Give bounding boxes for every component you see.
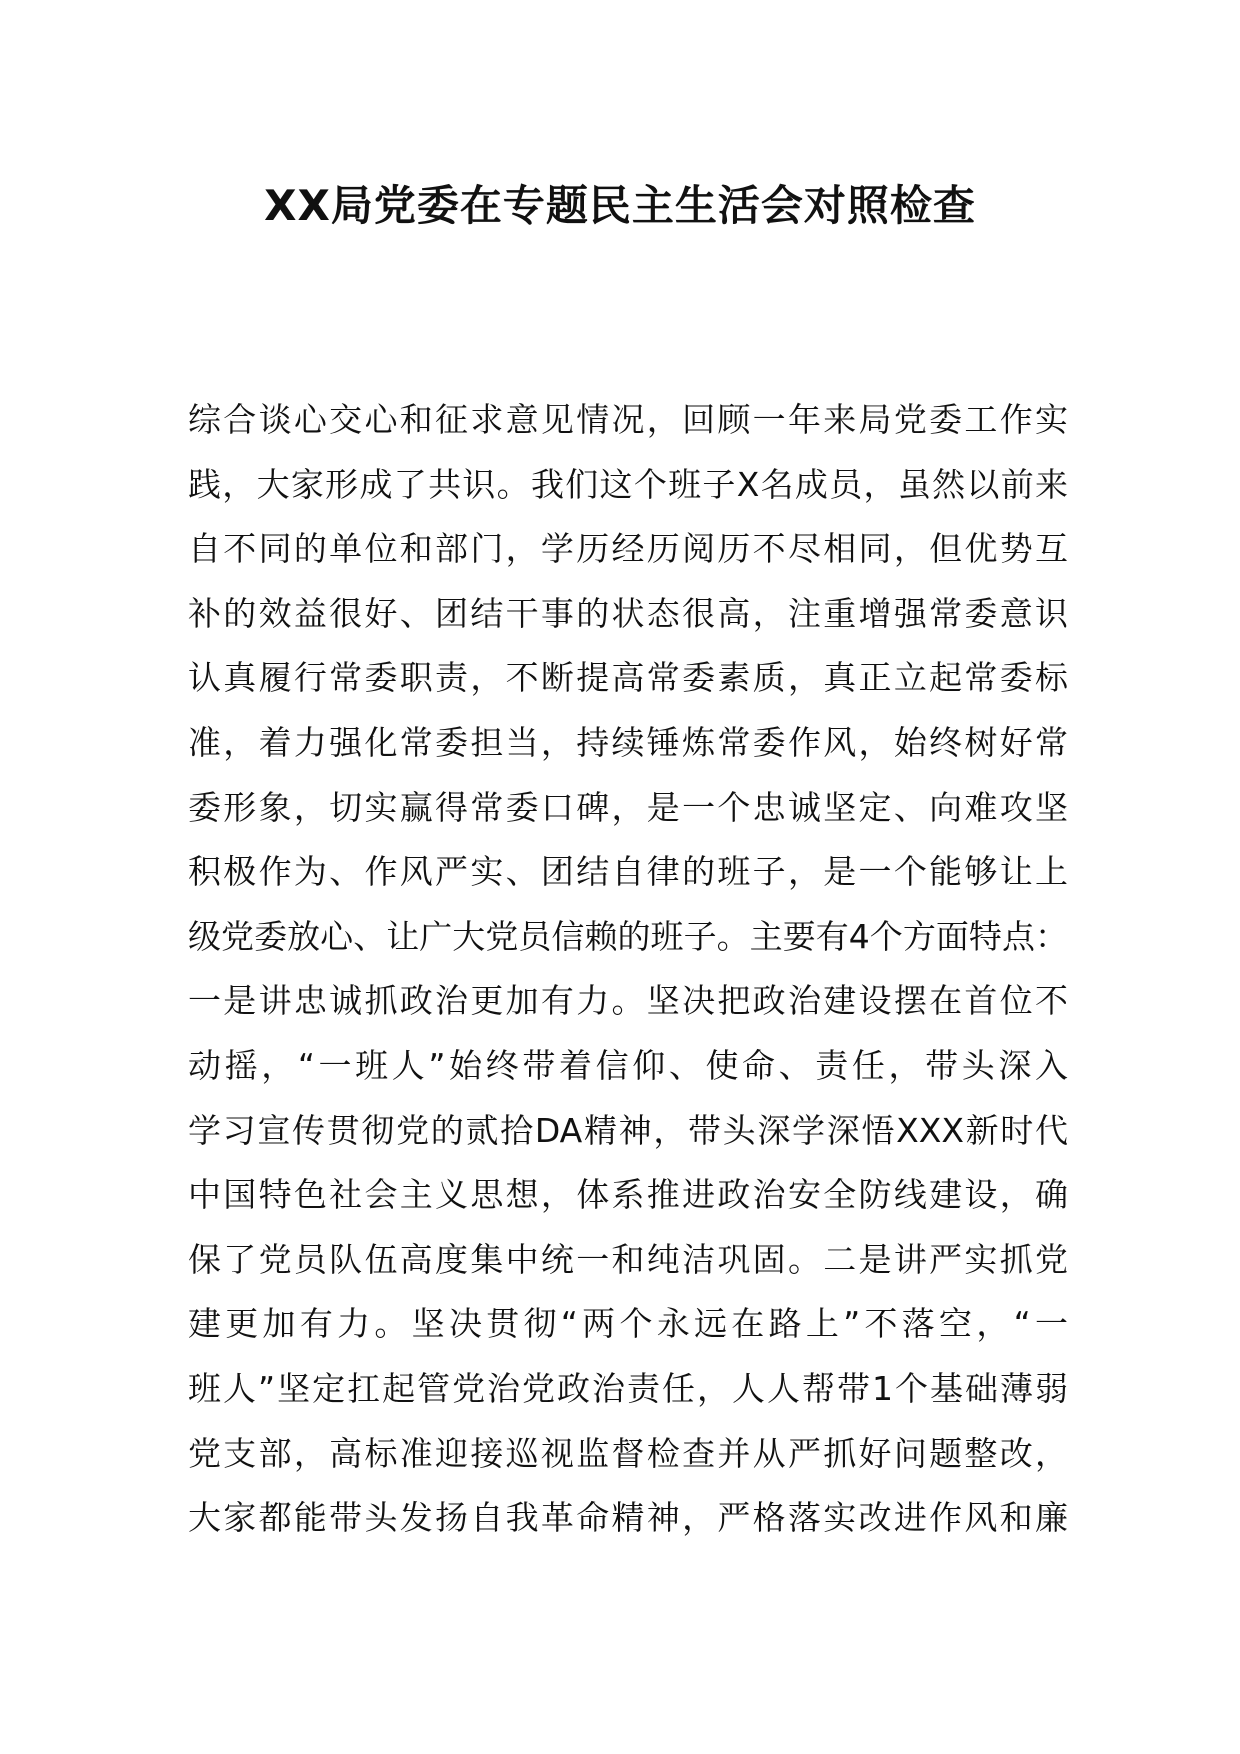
body-line: 委形象，切实赢得常委口碑，是一个忠诚坚定、向难攻坚 (188, 787, 1068, 827)
body-line: 保了党员队伍高度集中统一和纯洁巩固。二是讲严实抓党 (188, 1239, 1068, 1279)
body-line: 大家都能带头发扬自我革命精神，严格落实改进作风和廉 (188, 1498, 1068, 1538)
body-line: 班人”坚定扛起管党治党政治责任，人人帮带1个基础薄弱 (188, 1368, 1068, 1408)
body-line: 学习宣传贯彻党的贰拾DA精神，带头深学深悟XXX新时代 (188, 1110, 1068, 1150)
body-line: 建更加有力。坚决贯彻“两个永远在路上”不落空，“一 (188, 1304, 1068, 1344)
body-line: 级党委放心、让广大党员信赖的班子。主要有4个方面特点： (188, 916, 1068, 956)
body-line: 补的效益很好、团结干事的状态很高，注重增强常委意识 (188, 593, 1068, 633)
body-line: 自不同的单位和部门，学历经历阅历不尽相同，但优势互 (188, 529, 1068, 569)
body-line: 一是讲忠诚抓政治更加有力。坚决把政治建设摆在首位不 (188, 981, 1068, 1021)
body-line: 准，着力强化常委担当，持续锤炼常委作风，始终树好常 (188, 722, 1068, 762)
body-line: 认真履行常委职责，不断提高常委素质，真正立起常委标 (188, 658, 1068, 698)
body-line: 党支部，高标准迎接巡视监督检查并从严抓好问题整改， (188, 1433, 1068, 1473)
body-line: 积极作为、作风严实、团结自律的班子，是一个能够让上 (188, 852, 1068, 892)
document-title: XX局党委在专题民主生活会对照检查 (264, 181, 976, 230)
body-line: 践，大家形成了共识。我们这个班子X名成员，虽然以前来 (188, 464, 1068, 504)
body-line: 中国特色社会主义思想，体系推进政治安全防线建设，确 (188, 1175, 1068, 1215)
body-line: 动摇，“一班人”始终带着信仰、使命、责任，带头深入 (188, 1045, 1068, 1085)
document-body (188, 388, 1068, 1551)
body-line: 综合谈心交心和征求意见情况，回顾一年来局党委工作实 (188, 400, 1068, 439)
